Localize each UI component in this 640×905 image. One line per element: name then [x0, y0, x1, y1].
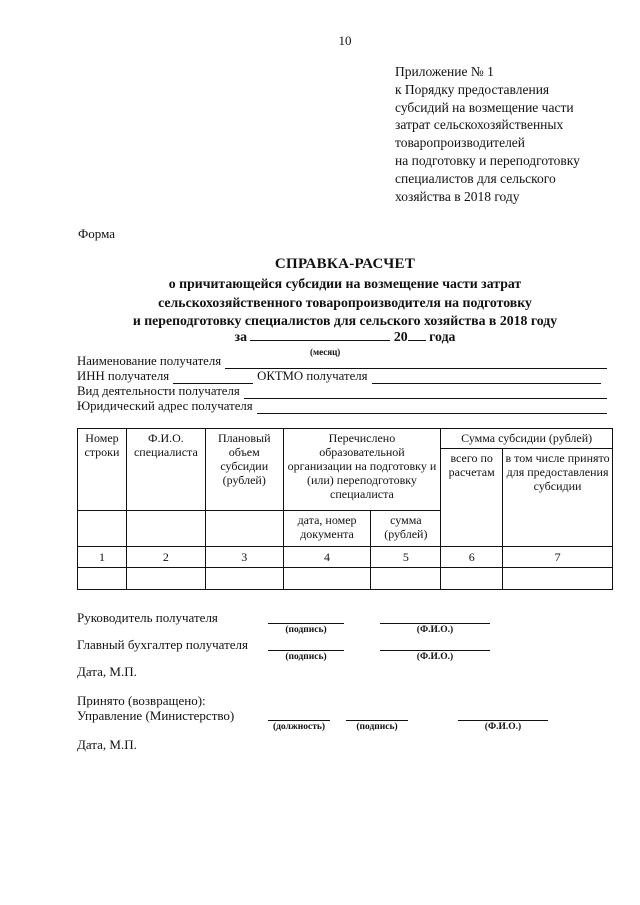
recipient-name-label: Наименование получателя [77, 354, 222, 368]
appendix-line: хозяйства в 2018 году [395, 188, 520, 204]
appendix-line: специалистов для сельского [395, 170, 556, 186]
accountant-fio-line[interactable] [380, 649, 490, 651]
year-blank[interactable] [408, 328, 426, 341]
document-subtitle [80, 275, 610, 331]
department-signature-line[interactable] [346, 719, 408, 721]
head-signature-line[interactable] [268, 622, 344, 624]
period-prefix: за [234, 329, 247, 344]
page-number: 10 [338, 33, 352, 48]
date-stamp-label: Дата, М.П. [77, 664, 137, 679]
table-cell[interactable] [126, 568, 205, 590]
header-subsidy-sum: Сумма субсидии (рублей) [441, 429, 613, 449]
recipient-name-field [77, 354, 607, 369]
document-title: СПРАВКА-РАСЧЕТ [274, 256, 416, 272]
accountant-signature-line[interactable] [268, 649, 344, 651]
year-prefix: 20 [393, 329, 408, 344]
oktmo-label: ОКТМО получателя [257, 369, 368, 383]
activity-field [77, 384, 607, 399]
table-cell[interactable] [78, 568, 127, 590]
inn-input[interactable] [173, 372, 253, 384]
recipient-name-input[interactable] [225, 357, 607, 369]
column-number: 2 [126, 547, 205, 568]
activity-label: Вид деятельности получателя [77, 384, 240, 398]
signature-caption: (подпись) [285, 625, 327, 635]
column-number: 4 [283, 547, 371, 568]
inn-label: ИНН получателя [77, 369, 170, 383]
appendix-line: затрат сельскохозяйственных [395, 117, 564, 133]
column-number: 7 [503, 547, 613, 568]
position-line[interactable] [268, 719, 330, 721]
subtitle-line: и переподготовку специалистов для сельского хозяйства в 2018 году [132, 313, 558, 328]
header-row-number: Номер строки [78, 429, 127, 511]
date-stamp-label: Дата, М.П. [77, 737, 137, 752]
calculation-table [77, 428, 613, 590]
table-cell[interactable] [441, 568, 503, 590]
table-cell[interactable] [503, 568, 613, 590]
fio-caption: (Ф.И.О.) [416, 652, 454, 662]
header-fio: Ф.И.О. специалиста [126, 429, 205, 511]
appendix-line: на подготовку и переподготовку [395, 152, 580, 168]
address-label: Юридический адрес получателя [77, 399, 253, 413]
department-label: Управление (Министерство) [77, 708, 235, 723]
fio-caption: (Ф.И.О.) [416, 625, 454, 635]
table-cell[interactable] [371, 568, 441, 590]
header-planned: Плановый объем субсидии (рублей) [205, 429, 283, 511]
head-label: Руководитель получателя [77, 610, 218, 625]
subtitle-line: сельскохозяйственного товаропроизводителя на подготовку [158, 294, 532, 310]
month-blank[interactable] [250, 328, 390, 341]
address-input[interactable] [257, 402, 607, 414]
header-filler [205, 511, 283, 547]
appendix-header [395, 63, 625, 205]
accountant-label: Главный бухгалтер получателя [77, 637, 249, 652]
position-caption: (должность) [272, 722, 326, 732]
period-suffix: года [429, 329, 456, 344]
department-fio-line[interactable] [458, 719, 548, 721]
header-amount: сумма (рублей) [371, 511, 441, 547]
column-number: 3 [205, 547, 283, 568]
appendix-line: Приложение № 1 [395, 64, 494, 79]
period-line [0, 328, 640, 345]
header-filler [78, 511, 127, 547]
activity-input[interactable] [244, 387, 607, 399]
header-transferred: Перечислено образовательной организации на подготовку и (или) переподготовку специалиста [283, 429, 441, 511]
signature-caption: (подпись) [356, 722, 398, 732]
head-fio-line[interactable] [380, 622, 490, 624]
accepted-label: Принято (возвращено): [77, 693, 206, 708]
table-cell[interactable] [205, 568, 283, 590]
form-label: Форма [78, 226, 115, 241]
column-number: 6 [441, 547, 503, 568]
oktmo-input[interactable] [372, 372, 601, 384]
address-field [77, 399, 607, 414]
subtitle-line: о причитающейся субсидии на возмещение части затрат [168, 276, 522, 291]
header-doc: дата, номер документа [283, 511, 371, 547]
column-number: 1 [78, 547, 127, 568]
header-filler [126, 511, 205, 547]
header-including: в том числе принято для предоставления субсидии [503, 449, 613, 547]
month-caption: (месяц) [310, 347, 341, 357]
fio-caption: (Ф.И.О.) [484, 722, 522, 732]
inn-oktmo-field [77, 369, 601, 384]
appendix-line: субсидий на возмещение части [395, 99, 574, 115]
signature-caption: (подпись) [285, 652, 327, 662]
appendix-line: к Порядку предоставления [395, 81, 550, 97]
appendix-line: товаропроизводителей [395, 135, 526, 151]
header-total: всего по расчетам [441, 449, 503, 547]
column-number: 5 [371, 547, 441, 568]
table-cell[interactable] [283, 568, 371, 590]
